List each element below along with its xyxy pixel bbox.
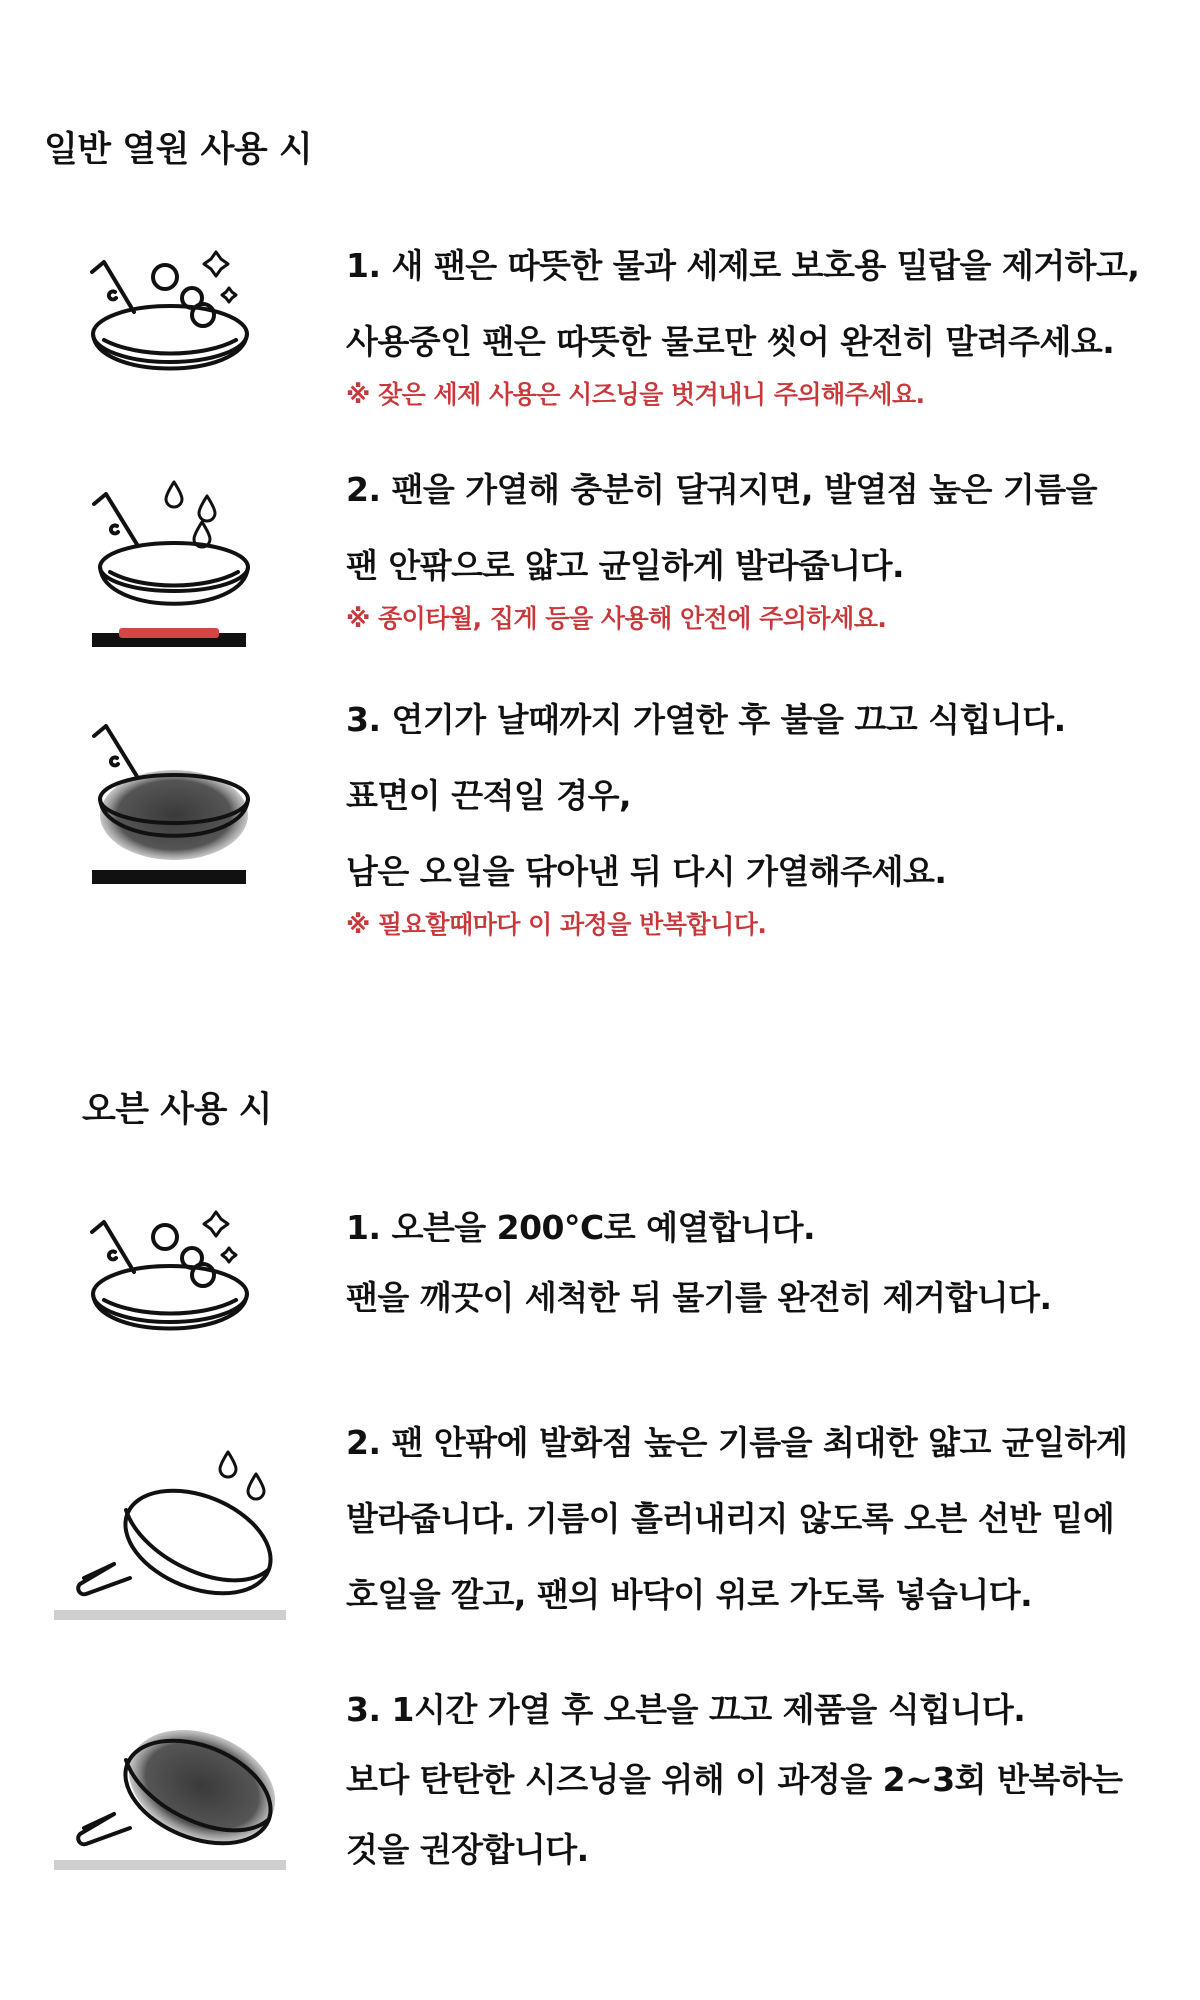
pan-upside-down-oil-icon	[52, 1450, 292, 1630]
step-stove-2	[346, 452, 1176, 636]
step-line: 2. 팬 안팎에 발화점 높은 기름을 최대한 얇고 균일하게	[346, 1423, 1128, 1462]
step-line: 3. 1시간 가열 후 오븐을 끄고 제품을 식힙니다.	[346, 1690, 1026, 1729]
step-line: 팬을 깨끗이 세척한 뒤 물기를 완전히 제거합니다.	[346, 1278, 1052, 1317]
step-stove-1	[346, 228, 1176, 412]
pan-washing-icon	[88, 240, 258, 400]
step-line: 2. 팬을 가열해 충분히 달궈지면, 발열점 높은 기름을	[346, 470, 1098, 509]
pan-oil-heating-icon	[90, 480, 260, 650]
pan-smoking-icon	[90, 712, 260, 892]
step-line: 발라줍니다. 기름이 흘러내리지 않도록 오븐 선반 밑에	[346, 1499, 1115, 1538]
step-line: 보다 탄탄한 시즈닝을 위해 이 과정을 2~3회 반복하는	[346, 1760, 1123, 1799]
section-title-stove: 일반 열원 사용 시	[44, 130, 313, 170]
step-line: 사용중인 팬은 따뜻한 물로만 씻어 완전히 말려주세요.	[346, 322, 1115, 361]
step-line: 3. 연기가 날때까지 가열한 후 불을 끄고 식힙니다.	[346, 700, 1066, 739]
pan-upside-down-seasoned-icon	[52, 1700, 292, 1880]
step-line: 1. 새 팬은 따뜻한 물과 세제로 보호용 밀랍을 제거하고,	[346, 246, 1140, 285]
step-line: 것을 권장합니다.	[346, 1830, 589, 1869]
pan-washing-icon	[88, 1200, 258, 1360]
warning-note: ※ 필요할때마다 이 과정을 반복합니다.	[346, 910, 767, 939]
step-line: 1. 오븐을 200°C로 예열합니다.	[346, 1208, 816, 1247]
step-oven-3	[346, 1675, 1176, 1885]
warning-note: ※ 종이타월, 집게 등을 사용해 안전에 주의하세요.	[346, 604, 887, 633]
step-line: 남은 오일을 닦아낸 뒤 다시 가열해주세요.	[346, 852, 947, 891]
step-line: 팬 안팎으로 얇고 균일하게 발라줍니다.	[346, 546, 905, 585]
step-line: 호일을 깔고, 팬의 바닥이 위로 가도록 넣습니다.	[346, 1575, 1033, 1614]
step-oven-2	[346, 1405, 1176, 1633]
step-oven-1	[346, 1193, 1176, 1333]
warning-note: ※ 잦은 세제 사용은 시즈닝을 벗겨내니 주의해주세요.	[346, 380, 925, 409]
section-title-oven: 오븐 사용 시	[82, 1090, 272, 1130]
step-line: 표면이 끈적일 경우,	[346, 776, 632, 815]
step-stove-3	[346, 682, 1176, 942]
